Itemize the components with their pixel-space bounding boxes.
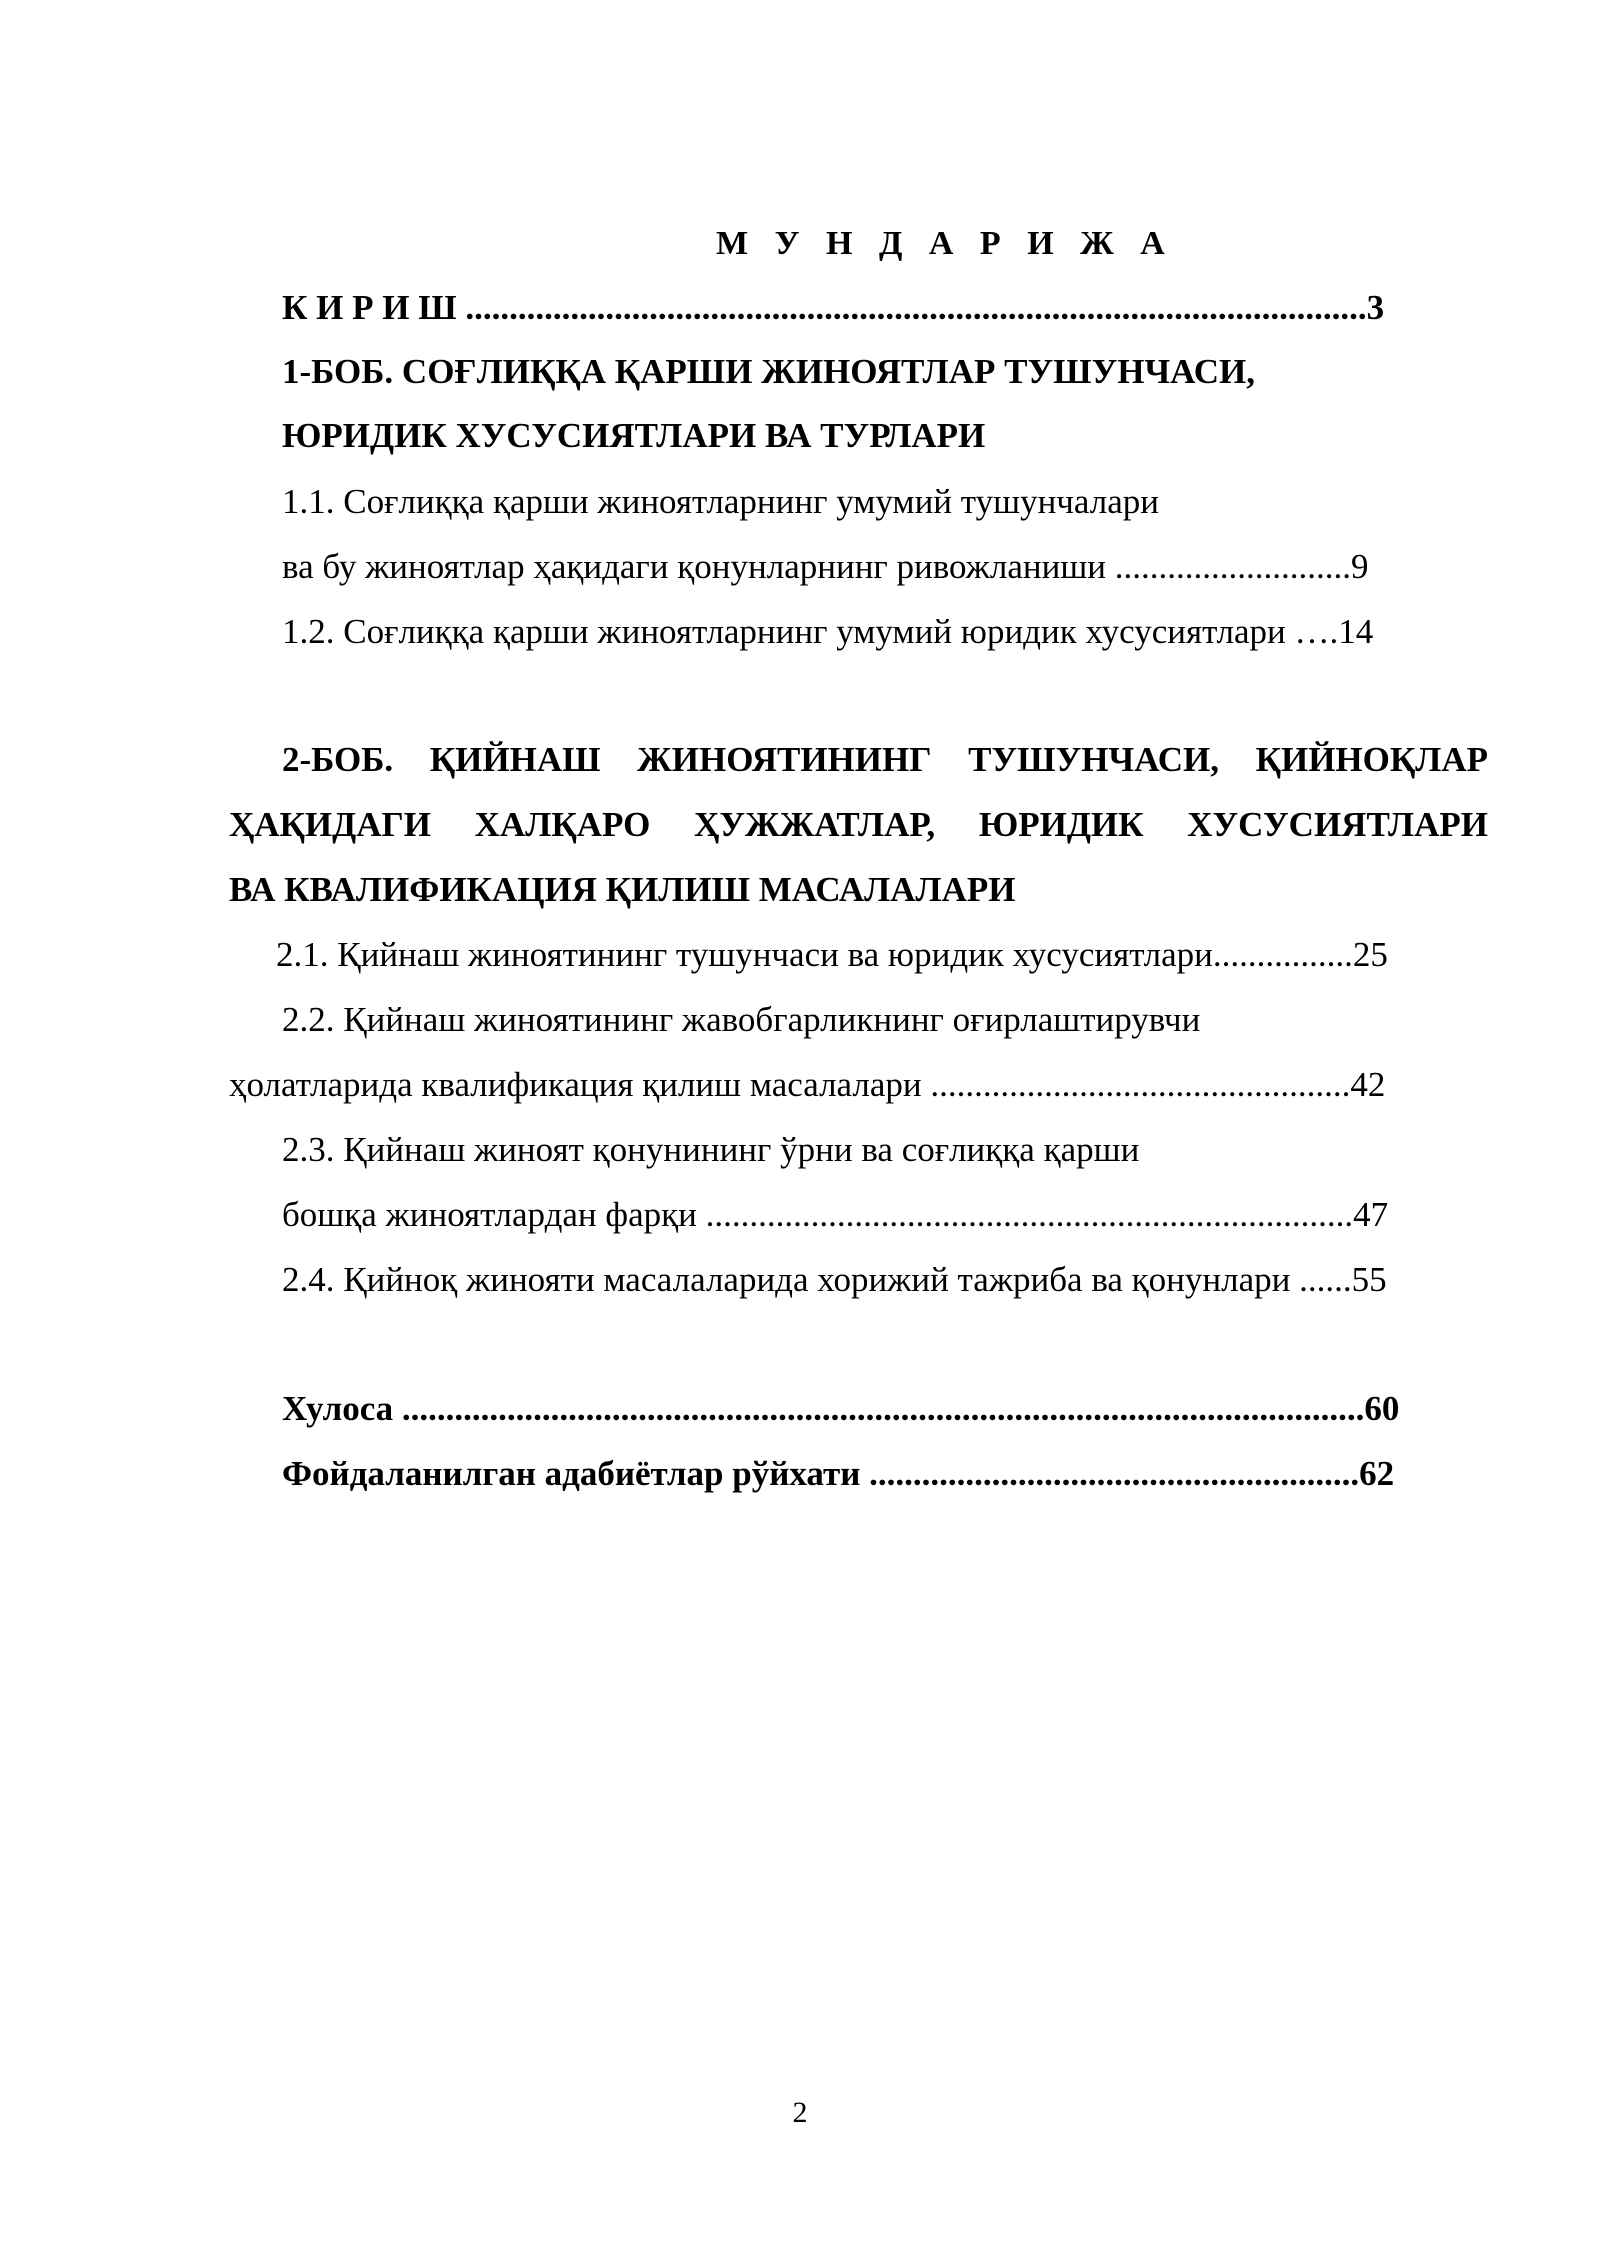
chapter-2-heading-line-1: 2-БОБ. ҚИЙНАШ ЖИНОЯТИНИНГ ТУШУНЧАСИ, ҚИЙНОҚЛАР: [282, 740, 1488, 779]
toc-entry-1-1-line-1: 1.1. Соғлиққа қарши жиноятларнинг умумий тушунчалари: [282, 482, 1159, 521]
toc-entry-intro: К И Р И Ш .......................................................................................................3: [282, 288, 1385, 327]
chapter-1-heading-line-2: ЮРИДИК ХУСУСИЯТЛАРИ ВА ТУРЛАРИ: [282, 416, 986, 455]
chapter-2-heading-line-3: ВА КВАЛИФИКАЦИЯ ҚИЛИШ МАСАЛАЛАРИ: [229, 870, 1016, 909]
toc-entry-1-1-line-2: ва бу жиноятлар ҳақидаги қонунларнинг ривожланиши ...........................9: [282, 547, 1369, 586]
page-number: 2: [792, 2096, 808, 2129]
toc-entry-2-4: 2.4. Қийноқ жинояти масалаларида хорижий тажриба ва қонунлари ......55: [282, 1260, 1387, 1299]
toc-entry-conclusion: Хулоса ..............................................................................................................60: [282, 1389, 1400, 1428]
toc-entry-2-1: 2.1. Қийнаш жиноятининг тушунчаси ва юридик хусусиятлари................25: [276, 935, 1388, 974]
toc-entry-2-2-line-2: ҳолатларида квалификация қилиш масалалари ................................................42: [229, 1065, 1386, 1104]
toc-entry-1-2: 1.2. Соғлиққа қарши жиноятларнинг умумий юридик хусусиятлари ….14: [282, 612, 1374, 651]
toc-entry-2-3-line-2: бошқа жиноятлардан фарқи ..........................................................................47: [282, 1195, 1389, 1234]
chapter-2-heading-line-2: ҲАҚИДАГИ ХАЛҚАРО ҲУЖЖАТЛАР, ЮРИДИК ХУСУСИЯТЛАРИ: [229, 805, 1488, 844]
toc-entry-2-3-line-1: 2.3. Қийнаш жиноят қонунининг ўрни ва соғлиққа қарши: [282, 1130, 1140, 1169]
toc-title: М У Н Д А Р И Ж А: [716, 225, 1174, 262]
toc-entry-2-2-line-1: 2.2. Қийнаш жиноятининг жавобгарликнинг оғирлаштирувчи: [282, 1000, 1201, 1039]
toc-entry-references: Фойдаланилган адабиётлар рўйхати ........................................................62: [282, 1454, 1395, 1493]
chapter-1-heading-line-1: 1-БОБ. СОҒЛИҚҚА ҚАРШИ ЖИНОЯТЛАР ТУШУНЧАСИ,: [282, 352, 1255, 391]
